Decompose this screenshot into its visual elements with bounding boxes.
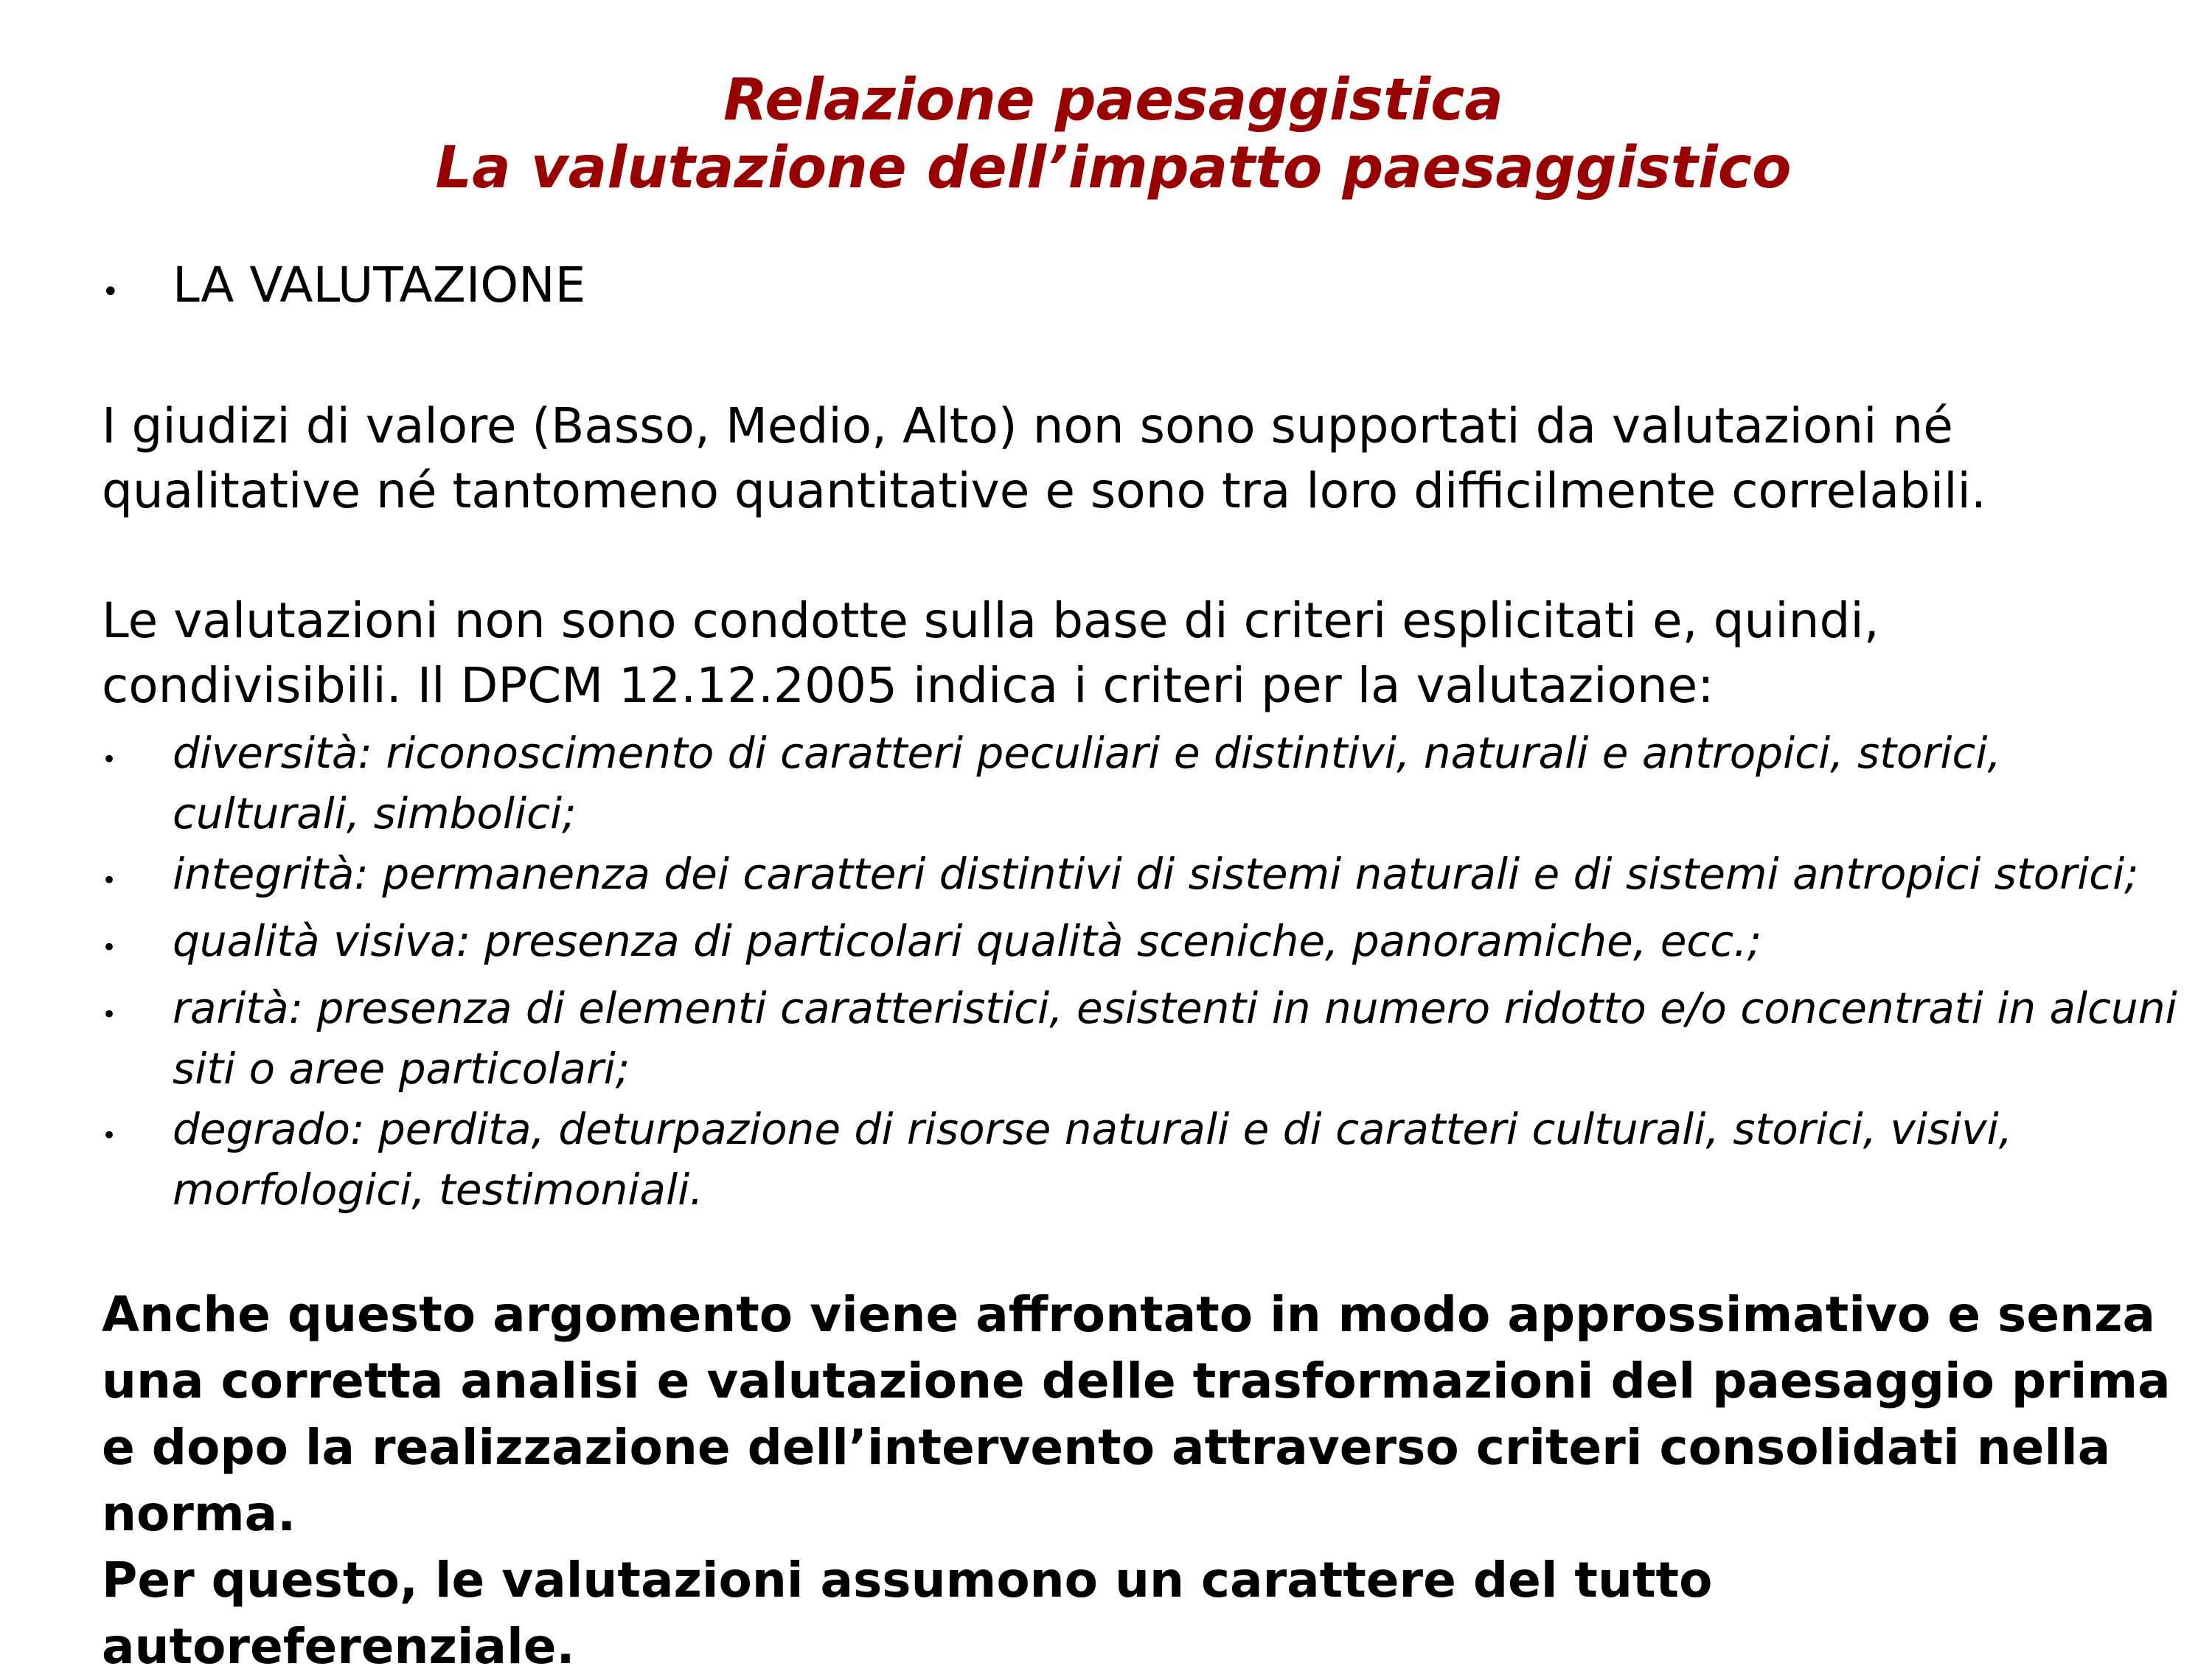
criteria-item-qualita-visiva bbox=[102, 911, 2181, 978]
bullet-glyph: • bbox=[102, 866, 117, 895]
criteria-text: diversità: riconoscimento di caratteri peculiari e distintivi, naturali e antropici, storici, culturali, simbolici; bbox=[173, 728, 2001, 839]
bullet-glyph: • bbox=[102, 1121, 117, 1150]
criteria-text: integrità: permanenza dei caratteri distintivi di sistemi naturali e di sistemi antropici storici; bbox=[173, 849, 2139, 899]
criteria-item-integrita bbox=[102, 844, 2181, 911]
conclusion-paragraph-2: Per questo, le valutazioni assumono un carattere del tutto autoreferenziale. bbox=[102, 1552, 1713, 1675]
criteria-text: qualità visiva: presenza di particolari qualità sceniche, panoramiche, ecc.; bbox=[173, 916, 1762, 966]
paragraph-criteria-intro: Le valutazioni non sono condotte sulla base di criteri esplicitati e, quindi, condivisibili. Il DPCM 12.12.2005 indica i criteri per la valutazione: bbox=[102, 592, 1879, 714]
section-bullet bbox=[102, 254, 2181, 323]
criteria-item-degrado bbox=[102, 1099, 2181, 1220]
criteria-item-diversita bbox=[102, 723, 2181, 844]
criteria-text: degrado: perdita, deturpazione di risorse naturali e di caratteri culturali, storici, visivi, morfologici, testimoniali. bbox=[173, 1104, 2013, 1215]
criteria-item-rarita bbox=[102, 978, 2181, 1099]
conclusion-block bbox=[102, 1282, 2181, 1680]
criteria-text: rarità: presenza di elementi caratteristici, esistenti in numero ridotto e/o concentrati in alcuni siti o aree particolari; bbox=[173, 983, 2177, 1094]
bullet-glyph: • bbox=[102, 933, 117, 962]
criteria-list bbox=[102, 723, 2181, 1220]
paragraph-judgements: I giudizi di valore (Basso, Medio, Alto) non sono supportati da valutazioni né qualitative né tantomeno quantitative e sono tra loro difficilmente correlabili. bbox=[102, 398, 1986, 519]
title-line-2: La valutazione dell’impatto paesaggistico bbox=[435, 135, 1792, 201]
slide-body bbox=[102, 254, 2181, 1680]
bullet-glyph: • bbox=[102, 1000, 117, 1030]
slide-title bbox=[0, 66, 2212, 202]
title-line-1: Relazione paesaggistica bbox=[723, 67, 1503, 133]
bullet-glyph: • bbox=[102, 745, 117, 774]
conclusion-paragraph-1: Anche questo argomento viene affrontato in modo approssimativo e senza una corretta analisi e valutazione delle trasformazioni del paesaggio prima e dopo la realizzazione dell’intervento attraverso criteri consolidati nella norma. bbox=[102, 1286, 2171, 1542]
section-heading: LA VALUTAZIONE bbox=[173, 257, 586, 313]
bullet-glyph: • bbox=[102, 275, 119, 309]
